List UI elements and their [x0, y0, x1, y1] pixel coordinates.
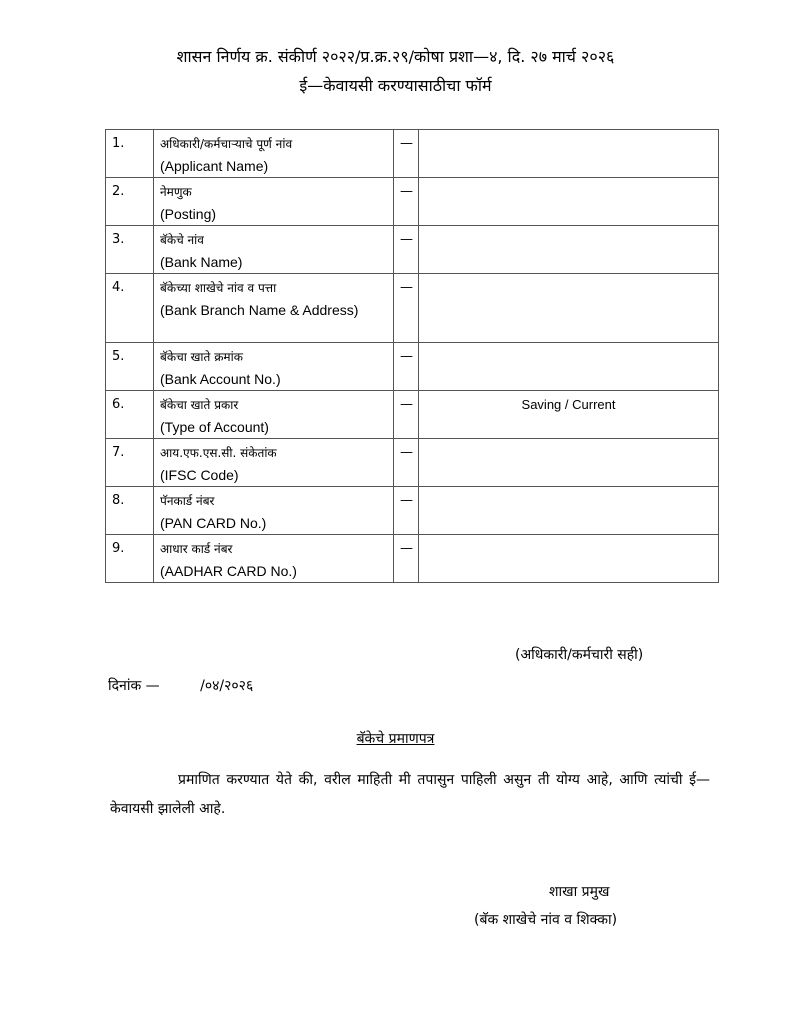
field-label-marathi: बॅकेच्या शाखेचे नांव व पत्ता [160, 281, 277, 295]
field-label-marathi: आधार कार्ड नंबर [160, 542, 233, 556]
field-label-english: (Posting) [160, 206, 217, 222]
separator-dash: — [394, 487, 419, 535]
separator-dash: — [394, 535, 419, 583]
form-title: ई—केवायसी करण्यासाठीचा फॉर्म [299, 76, 492, 95]
row-number: 7. [106, 439, 154, 487]
row-number: 4. [106, 274, 154, 343]
field-label-english: (AADHAR CARD No.) [160, 563, 297, 579]
separator-dash: — [394, 343, 419, 391]
field-label [154, 487, 394, 535]
ifsc-code-field[interactable] [419, 439, 719, 487]
date-value[interactable]: /०४/२०२६ [200, 678, 254, 694]
separator-dash: — [394, 130, 419, 178]
certificate-heading [0, 729, 791, 748]
table-row [106, 487, 719, 535]
table-row [106, 130, 719, 178]
field-label [154, 226, 394, 274]
certificate-body [110, 766, 710, 824]
account-type-field[interactable]: Saving / Current [419, 391, 719, 439]
row-number: 8. [106, 487, 154, 535]
field-label [154, 391, 394, 439]
branch-stamp-label: (बॅक शाखेचे नांव व शिक्का) [474, 912, 618, 928]
separator-dash: — [394, 178, 419, 226]
field-label-english: (Bank Branch Name & Address) [160, 302, 359, 318]
table-row [106, 178, 719, 226]
separator-dash: — [394, 391, 419, 439]
field-label-marathi: बॅकेचे नांव [160, 233, 204, 247]
table-row [106, 391, 719, 439]
account-number-field[interactable] [419, 343, 719, 391]
field-label-marathi: नेमणुक [160, 185, 192, 199]
field-label [154, 535, 394, 583]
table-row [106, 226, 719, 274]
field-label-english: (IFSC Code) [160, 467, 239, 483]
table-row [106, 274, 719, 343]
kyc-form-table [105, 129, 719, 583]
table-row [106, 535, 719, 583]
order-reference-title: शासन निर्णय क्र. संकीर्ण २०२२/प्र.क्र.२९/कोषा प्रशा—४, दि. २७ मार्च २०२६ [176, 47, 615, 66]
table-row [106, 343, 719, 391]
field-label-english: (Bank Name) [160, 254, 243, 270]
applicant-name-field[interactable] [419, 130, 719, 178]
row-number: 9. [106, 535, 154, 583]
field-label-marathi: अधिकारी/कर्मचाऱ्याचे पूर्ण नांव [160, 137, 293, 151]
certificate-heading-text: बॅकेचे प्रमाणपत्र [356, 731, 435, 747]
separator-dash: — [394, 274, 419, 343]
field-label-english: (PAN CARD No.) [160, 515, 267, 531]
date-line [108, 676, 253, 695]
separator-dash: — [394, 226, 419, 274]
certificate-body-text: प्रमाणित करण्यात येते की, वरील माहिती मी तपासुन पाहिली असुन ती योग्य आहे, आणि त्यांची ई—केवायसी झालेली आहे. [110, 772, 710, 817]
row-number: 3. [106, 226, 154, 274]
field-label-marathi: बॅकेचा खाते प्रकार [160, 398, 239, 412]
row-number: 6. [106, 391, 154, 439]
field-label-english: (Type of Account) [160, 419, 269, 435]
field-label [154, 178, 394, 226]
row-number: 1. [106, 130, 154, 178]
bank-name-field[interactable] [419, 226, 719, 274]
date-label: दिनांक — [108, 678, 160, 694]
field-label [154, 274, 394, 343]
bank-branch-field[interactable] [419, 274, 719, 343]
field-label-marathi: पॅनकार्ड नंबर [160, 494, 215, 508]
table-row [106, 439, 719, 487]
row-number: 5. [106, 343, 154, 391]
aadhar-card-field[interactable] [419, 535, 719, 583]
row-number: 2. [106, 178, 154, 226]
pan-card-field[interactable] [419, 487, 719, 535]
officer-signature-label: (अधिकारी/कर्मचारी सही) [515, 647, 644, 663]
field-label [154, 439, 394, 487]
field-label-marathi: आय.एफ.एस.सी. संकेतांक [160, 446, 277, 460]
field-label [154, 130, 394, 178]
field-label [154, 343, 394, 391]
field-label-marathi: बॅकेचा खाते क्रमांक [160, 350, 243, 364]
field-label-english: (Bank Account No.) [160, 371, 281, 387]
field-label-english: (Applicant Name) [160, 158, 269, 174]
separator-dash: — [394, 439, 419, 487]
branch-head-label: शाखा प्रमुख [549, 884, 610, 900]
posting-field[interactable] [419, 178, 719, 226]
